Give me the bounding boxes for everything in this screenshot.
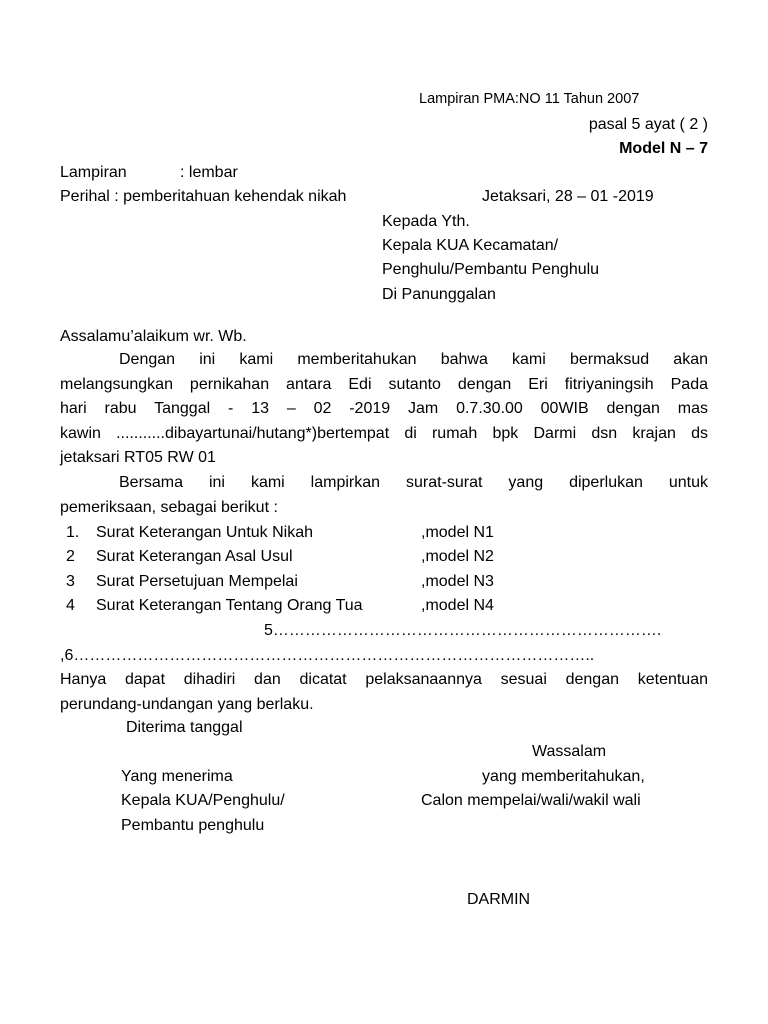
paragraph-line: pemeriksaan, sebagai berikut : (60, 498, 278, 516)
paragraph-line: perundang-undangan yang berlaku. (60, 695, 314, 713)
wassalam: Wassalam (532, 743, 607, 760)
list-item-model: ,model N4 (421, 597, 494, 614)
notifier-role: Calon mempelai/wali/wakil wali (421, 792, 641, 809)
list-item-title: Surat Keterangan Untuk Nikah (96, 524, 314, 541)
paragraph-line: Hanya dapat dihadiri dan dicatat pelaksanaannya sesuai dengan ketentuan (60, 671, 708, 688)
list-item-model: ,model N3 (421, 573, 494, 590)
place-date: Jetaksari, 28 – 01 -2019 (482, 188, 654, 205)
list-item-model: ,model N1 (421, 524, 494, 541)
blank-item-6: ,6…………………………………………………………………………………….. (60, 647, 595, 664)
paragraph-line: melangsungkan pernikahan antara Edi sutanto dengan Eri fitriyaningsih Pada (60, 375, 708, 393)
receiver-role-line-2: Pembantu penghulu (121, 817, 265, 834)
attachment-reference: Lampiran PMA:NO 11 Tahun 2007 (419, 91, 640, 107)
recipient-line-2: Kepala KUA Kecamatan/ (382, 237, 559, 254)
article-reference: pasal 5 ayat ( 2 ) (588, 116, 708, 133)
list-item-title: Surat Persetujuan Mempelai (96, 573, 298, 590)
subject-line: Perihal : pemberitahuan kehendak nikah (60, 188, 347, 205)
paragraph-line: kawin ...........dibayartunai/hutang*)bertempat di rumah bpk Darmi dsn krajan ds (60, 424, 708, 442)
notifier-name: DARMIN (467, 891, 531, 908)
recipient-line-4: Di Panunggalan (382, 286, 496, 303)
greeting: Assalamu’alaikum wr. Wb. (60, 328, 247, 345)
notifier-label: yang memberitahukan, (482, 768, 645, 785)
list-item-model: ,model N2 (421, 548, 494, 565)
attachment-label: Lampiran (60, 164, 127, 181)
recipient-line-1: Kepada Yth. (382, 213, 470, 230)
list-item-title: Surat Keterangan Asal Usul (96, 548, 293, 565)
list-item-number: 3 (66, 573, 75, 590)
paragraph-notification (60, 348, 708, 471)
receiver-label: Yang menerima (121, 768, 233, 785)
list-item-title: Surat Keterangan Tentang Orang Tua (96, 597, 363, 614)
list-item-number: 1. (66, 524, 80, 541)
paragraph-attachments-intro (60, 471, 708, 520)
list-item-number: 4 (66, 597, 75, 614)
received-date-label: Diterima tanggal (126, 719, 243, 736)
paragraph-line: Dengan ini kami memberitahukan bahwa kami bermaksud akan (119, 351, 708, 368)
paragraph-line: Bersama ini kami lampirkan surat-surat yang diperlukan untuk (119, 474, 708, 491)
list-item-number: 2 (66, 548, 75, 565)
paragraph-closing (60, 668, 708, 717)
paragraph-line: hari rabu Tanggal - 13 – 02 -2019 Jam 0.7.30.00 00WIB dengan mas (60, 400, 708, 417)
model-number: Model N – 7 (619, 140, 708, 157)
receiver-role-line-1: Kepala KUA/Penghulu/ (121, 792, 285, 809)
blank-item-5: 5………………………………………………………………. (264, 622, 662, 639)
paragraph-line: jetaksari RT05 RW 01 (60, 449, 216, 466)
attachment-value: : lembar (180, 164, 238, 181)
recipient-line-3: Penghulu/Pembantu Penghulu (382, 261, 600, 278)
